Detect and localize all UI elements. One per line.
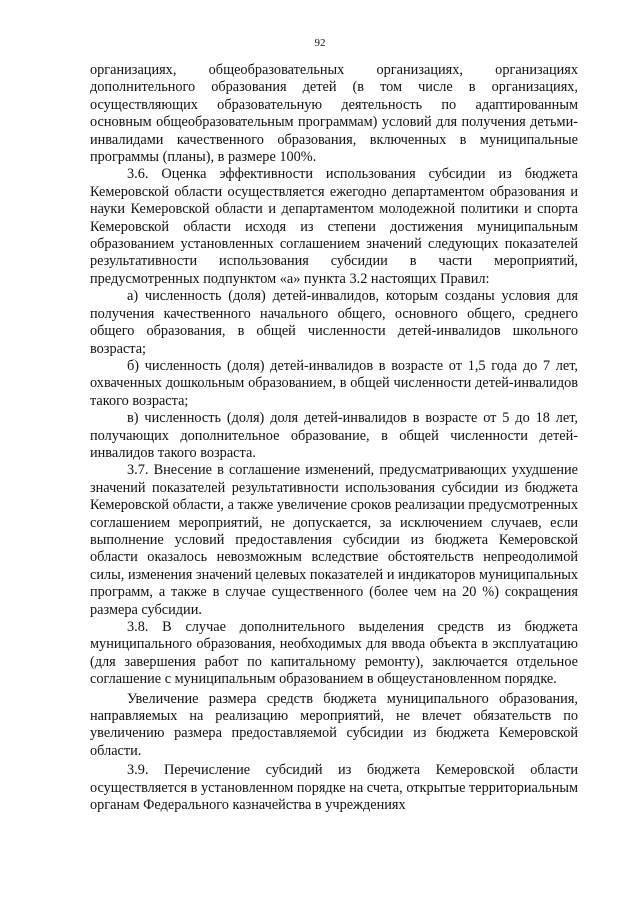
list-item-v: в) численность (доля) доля детей-инвалидов в возрасте от 5 до 18 лет, получающих дополнительное образование, в общей численности детей-инвалидов такого возраста. [90, 410, 578, 461]
page-number: 92 [314, 37, 326, 49]
paragraph-continuation: организациях, общеобразовательных организациях, организациях дополнительного образования детей (в том числе в организациях, осуществляющих образовательную деятельность по адаптированным основным общеобразовательным программам) условий для получения детьми-инвалидами качественного образования, включенных в муниципальные программы (планы), в размере 100%. [90, 62, 578, 166]
paragraph-3-9: 3.9. Перечисление субсидий из бюджета Кемеровской области осуществляется в установленном порядке на счета, открытые территориальным органам Федерального казначейства в учреждениях [90, 762, 578, 814]
paragraph-3-8: 3.8. В случае дополнительного выделения средств из бюджета муниципального образования, необходимых для ввода объекта в эксплуатацию (для завершения работ по капитальному ремонту), заключается отдельное соглашение с муниципальным образованием в общеустановленном порядке. [90, 619, 578, 688]
paragraph-3-7: 3.7. Внесение в соглашение изменений, предусматривающих ухудшение значений показателей результативности использования субсидии из бюджета Кемеровской области, а также увеличение сроков реализации предусмотренных соглашением мероприятий, не допускается, за исключением случаев, если выполнение условий предоставления субсидии из бюджета Кемеровской области оказалось невозможным вследствие обстоятельств непреодолимой силы, изменения значений целевых показателей и индикаторов муниципальных программ, а также в случае существенного (более чем на 20 %) сокращения размера субсидии. [90, 462, 579, 618]
paragraph-3-6: 3.6. Оценка эффективности использования субсидии из бюджета Кемеровской области осуществляется ежегодно департаментом образования и науки Кемеровской области и департаментом молодежной политики и спорта Кемеровской области исходя из степени достижения муниципальным образованием установленных соглашением значений следующих показателей результативности использования субсидии в части мероприятий, предусмотренных подпунктом «а» пункта 3.2 настоящих Правил: [90, 166, 578, 287]
paragraph-budget-increase: Увеличение размера средств бюджета муниципального образования, направляемых на реализацию мероприятий, не влечет обязательств по увеличению размера предоставляемой субсидии из бюджета Кемеровской области. [90, 690, 578, 759]
list-item-b: б) численность (доля) детей-инвалидов в возрасте от 1,5 года до 7 лет, охваченных дошкольным образованием, в общей численности детей-инвалидов такого возраста; [90, 357, 578, 409]
document-body [90, 62, 578, 814]
list-item-a: а) численность (доля) детей-инвалидов, которым созданы условия для получения качественного начального общего, основного общего, среднего общего образования, в общей численности детей-инвалидов школьного возраста; [90, 288, 578, 357]
